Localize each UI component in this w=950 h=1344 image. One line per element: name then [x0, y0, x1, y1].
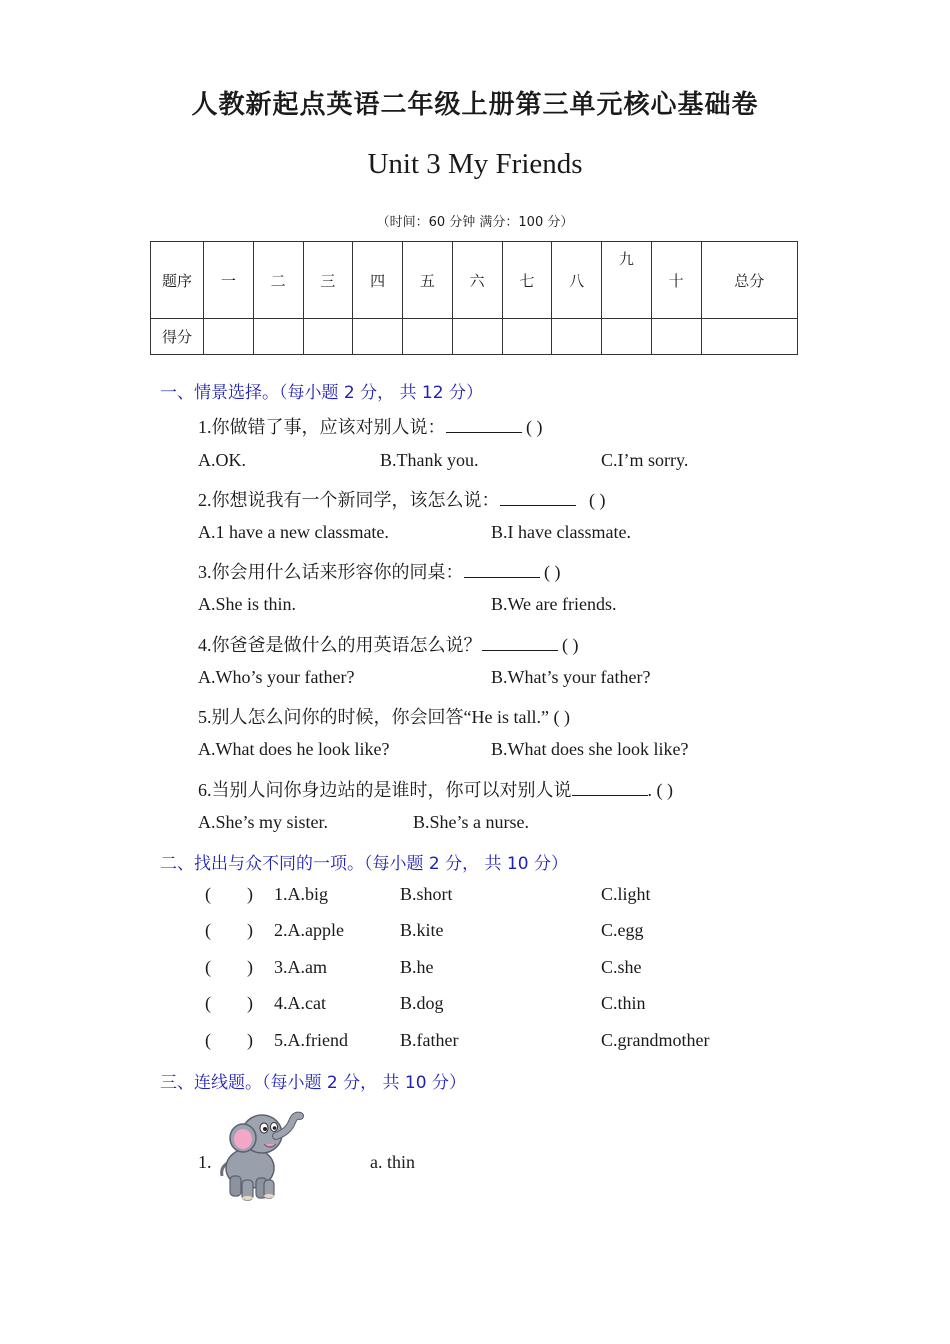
unit-subtitle: Unit 3 My Friends [367, 148, 583, 180]
odd-one-option-a[interactable]: 2.A.apple [274, 920, 344, 940]
question-1 [198, 413, 543, 439]
match-item-word[interactable]: a. thin [370, 1152, 415, 1172]
question-stem: 5.别人怎么问你的时候，你会回答“He is tall.” [198, 707, 549, 727]
answer-paren[interactable]: ( ) [205, 884, 253, 904]
option-4b[interactable]: B.What’s your father? [491, 667, 651, 687]
page-title: 人教新起点英语二年级上册第三单元核心基础卷 [191, 90, 759, 120]
odd-one-option-b[interactable]: B.short [400, 884, 453, 904]
score-cell: 四 [353, 242, 403, 319]
option-3b[interactable]: B.We are friends. [491, 594, 617, 614]
match-item-number: 1. [198, 1152, 212, 1172]
answer-paren[interactable]: ( ) [544, 562, 561, 582]
option-2b[interactable]: B.I have classmate. [491, 522, 631, 542]
option-6a[interactable]: A.She’s my sister. [198, 812, 329, 832]
score-input-cell[interactable] [552, 319, 602, 355]
option-1a[interactable]: A.OK. [198, 450, 246, 470]
odd-one-option-a[interactable]: 3.A.am [274, 957, 327, 977]
question-6 [198, 776, 673, 802]
answer-paren[interactable]: ( ) [526, 417, 543, 437]
score-input-cell[interactable] [502, 319, 552, 355]
elephant-icon[interactable] [212, 1104, 304, 1204]
score-cell: 五 [403, 242, 453, 319]
section1-heading: 一、情景选择。（每小题 2 分， 共 12 分） [160, 383, 483, 403]
question-stem: 1.你做错了事，应该对别人说： [198, 417, 446, 437]
section2-heading: 二、找出与众不同的一项。（每小题 2 分， 共 10 分） [160, 854, 568, 874]
score-input-cell[interactable] [204, 319, 254, 355]
score-cell: 九 [602, 242, 652, 319]
odd-one-option-c[interactable]: C.she [601, 957, 642, 977]
score-input-cell[interactable] [403, 319, 453, 355]
exam-meta: （时间：60 分钟 满分：100 分） [376, 215, 574, 230]
score-input-cell[interactable] [701, 319, 798, 355]
score-input-cell[interactable] [651, 319, 701, 355]
score-input-cell[interactable] [353, 319, 403, 355]
score-cell: 三 [303, 242, 353, 319]
odd-one-option-c[interactable]: C.thin [601, 993, 646, 1013]
answer-paren[interactable]: ( ) [562, 635, 579, 655]
option-6b[interactable]: B.She’s a nurse. [413, 812, 529, 832]
option-4a[interactable]: A.Who’s your father? [198, 667, 355, 687]
answer-blank[interactable] [482, 634, 558, 651]
odd-one-option-c[interactable]: C.light [601, 884, 651, 904]
score-cell: 一 [204, 242, 254, 319]
question-stem: 3.你会用什么话来形容你的同桌： [198, 562, 464, 582]
score-input-cell[interactable] [253, 319, 303, 355]
question-2 [198, 486, 606, 512]
answer-paren[interactable]: ( ) [205, 957, 253, 977]
question-stem: 6.当别人问你身边站的是谁时，你可以对别人说 [198, 780, 572, 800]
score-input-cell[interactable] [602, 319, 652, 355]
option-1b[interactable]: B.Thank you. [380, 450, 479, 470]
answer-paren[interactable]: . ( ) [647, 780, 673, 800]
answer-paren[interactable]: ( ) [553, 707, 570, 727]
answer-paren[interactable]: ( ) [205, 920, 253, 940]
score-cell: 二 [253, 242, 303, 319]
answer-blank[interactable] [464, 561, 540, 578]
option-5a[interactable]: A.What does he look like? [198, 739, 390, 759]
score-input-cell[interactable] [303, 319, 353, 355]
option-1c[interactable]: C.I’m sorry. [601, 450, 689, 470]
score-cell: 总分 [701, 242, 798, 319]
score-cell: 七 [502, 242, 552, 319]
odd-one-option-c[interactable]: C.egg [601, 920, 644, 940]
odd-one-option-b[interactable]: B.he [400, 957, 434, 977]
answer-paren[interactable]: ( ) [205, 1030, 253, 1050]
score-row-label: 得分 [151, 319, 204, 355]
score-table [150, 241, 798, 355]
odd-one-option-a[interactable]: 1.A.big [274, 884, 328, 904]
odd-one-option-c[interactable]: C.grandmother [601, 1030, 710, 1050]
score-input-cell[interactable] [452, 319, 502, 355]
odd-one-option-a[interactable]: 5.A.friend [274, 1030, 348, 1050]
answer-paren[interactable]: ( ) [205, 993, 253, 1013]
option-2a[interactable]: A.1 have a new classmate. [198, 522, 389, 542]
answer-paren[interactable]: ( ) [589, 490, 606, 510]
answer-blank[interactable] [572, 779, 648, 796]
question-5 [198, 703, 570, 729]
odd-one-option-a[interactable]: 4.A.cat [274, 993, 326, 1013]
question-stem: 4.你爸爸是做什么的用英语怎么说？ [198, 635, 482, 655]
odd-one-option-b[interactable]: B.father [400, 1030, 459, 1050]
option-3a[interactable]: A.She is thin. [198, 594, 297, 614]
score-cell: 题序 [151, 242, 204, 319]
option-5b[interactable]: B.What does she look like? [491, 739, 689, 759]
score-cell: 十 [651, 242, 701, 319]
score-table-score-row [151, 319, 798, 355]
question-stem: 2.你想说我有一个新同学，该怎么说： [198, 490, 500, 510]
score-cell: 六 [452, 242, 502, 319]
score-table-header-row [151, 242, 798, 319]
question-4 [198, 631, 579, 657]
answer-blank[interactable] [446, 416, 522, 433]
question-3 [198, 558, 561, 584]
answer-blank[interactable] [500, 489, 576, 506]
section3-heading: 三、连线题。（每小题 2 分， 共 10 分） [160, 1073, 466, 1093]
odd-one-option-b[interactable]: B.kite [400, 920, 444, 940]
odd-one-option-b[interactable]: B.dog [400, 993, 444, 1013]
score-cell: 八 [552, 242, 602, 319]
